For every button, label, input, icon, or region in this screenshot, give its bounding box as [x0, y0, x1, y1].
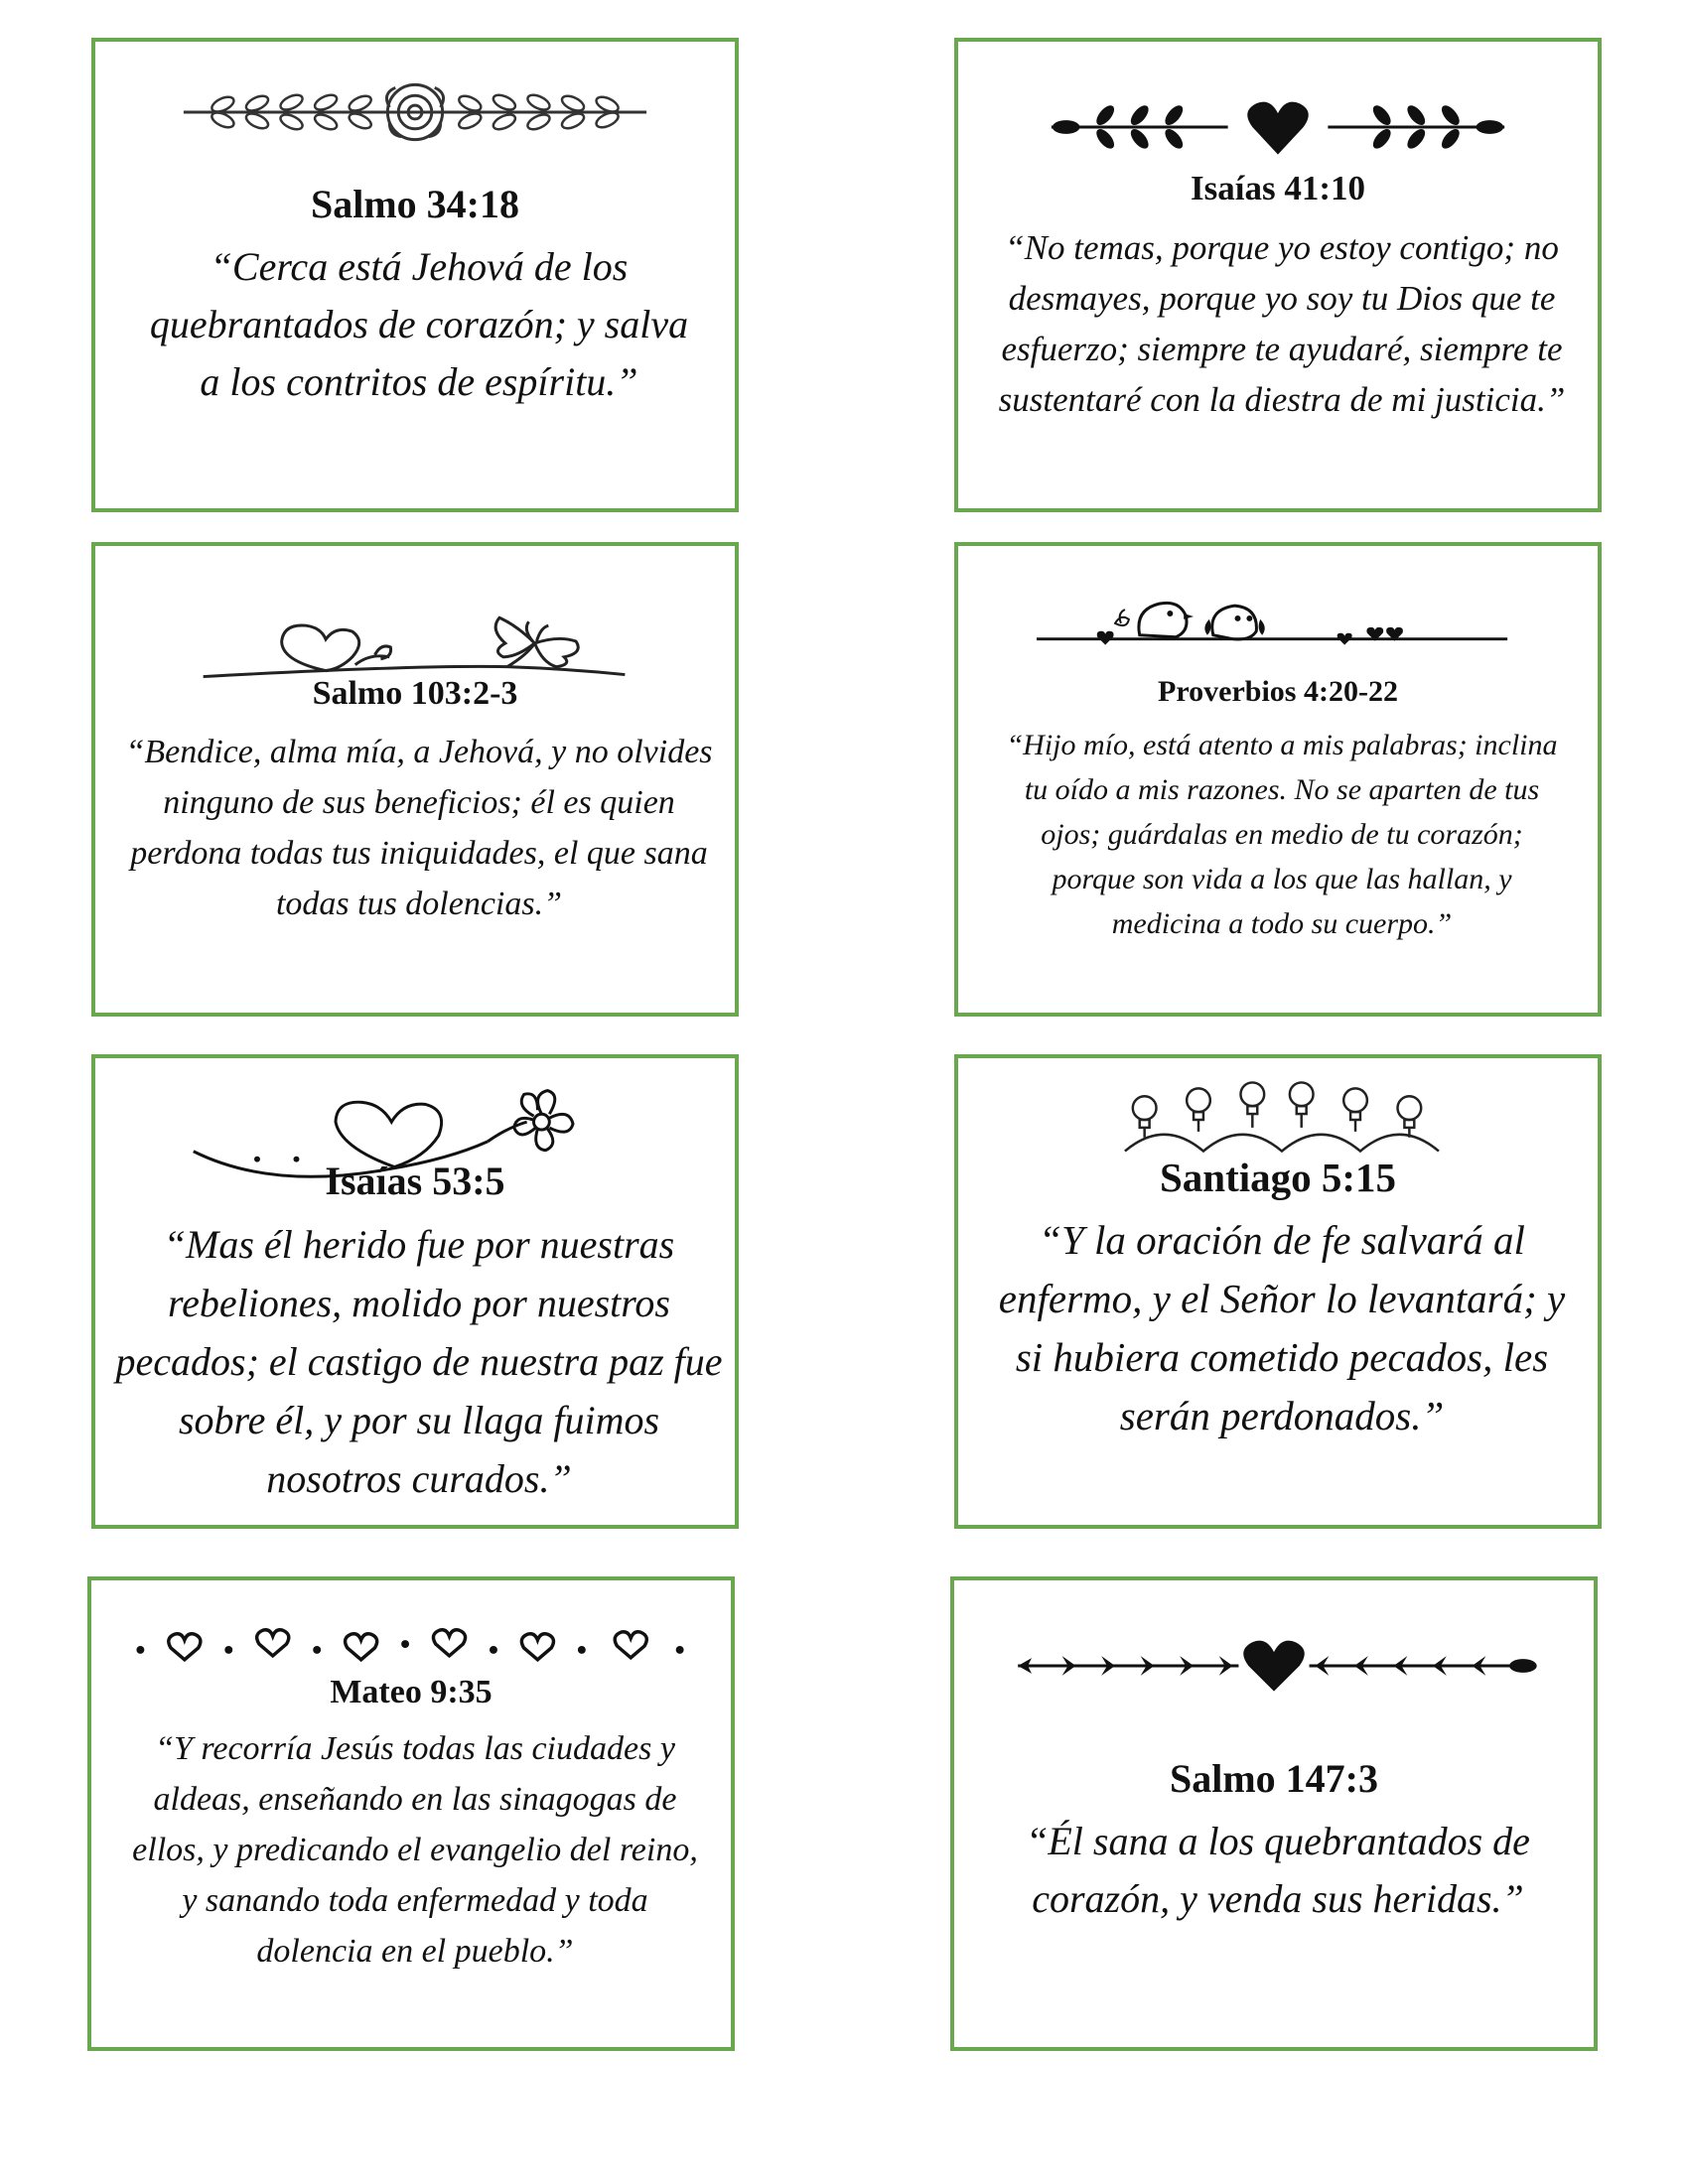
verse-text: “Hijo mío, está atento a mis palabras; inclina tu oído a mis razones. No se aparten de tus ojos; guárdalas en medio de tu corazón; porque son vida a los que las hallan, y medicina a todo su cuerpo.”	[1006, 729, 1558, 940]
verse-reference: Isaías 53:5	[325, 1159, 505, 1203]
verse-card	[91, 38, 739, 512]
verse-text: “Él sana a los quebrantados de corazón, y venda sus heridas.”	[1026, 1819, 1530, 1921]
verse-text: “Y la oración de fe salvará al enfermo, y el Señor lo levantará; y si hubiera cometido pecados, les serán perdonados.”	[998, 1217, 1566, 1438]
verse-card	[91, 542, 739, 1017]
heart-butterfly-ornament-icon	[95, 596, 735, 685]
verse-reference: Salmo 147:3	[1170, 1756, 1378, 1801]
dots-hearts-ornament-icon	[91, 1616, 731, 1676]
leaf-heart-ornament-icon	[958, 91, 1598, 161]
verse-text: “Cerca está Jehová de los quebrantados de corazón; y salva a los contritos de espíritu.”	[149, 244, 689, 404]
rose-vine-ornament-icon	[95, 68, 735, 157]
verse-text: “Y recorría Jesús todas las ciudades y aldeas, enseñando en las sinagogas de ellos, y predicando el evangelio del reino, y sanando toda enfermedad y toda dolencia en el pueblo.”	[132, 1730, 698, 1970]
verse-card	[87, 1576, 735, 2051]
lightbulbs-garland-ornament-icon	[958, 1078, 1598, 1158]
verse-text: “Bendice, alma mía, a Jehová, y no olvides ninguno de sus beneficios; él es quien perdona todas tus iniquidades, el que sana todas tus dolencias.”	[125, 734, 713, 922]
arrows-heart-ornament-icon	[954, 1630, 1594, 1700]
verse-card	[91, 1054, 739, 1529]
verse-reference: Salmo 34:18	[311, 182, 519, 226]
verse-card	[950, 1576, 1598, 2051]
verse-reference: Mateo 9:35	[330, 1674, 492, 1710]
verse-reference: Santiago 5:15	[1159, 1155, 1397, 1200]
verse-text: “Mas él herido fue por nuestras rebeliones, molido por nuestros pecados; el castigo de nuestra paz fue sobre él, y por su llaga fuimos nosotros curados.”	[115, 1222, 723, 1501]
birds-on-wire-ornament-icon	[958, 574, 1598, 653]
verse-card	[954, 542, 1602, 1017]
verse-reference: Isaías 41:10	[1191, 169, 1365, 207]
verse-card	[954, 38, 1602, 512]
verse-text: “No temas, porque yo estoy contigo; no desmayes, porque yo soy tu Dios que te esfuerzo; siempre te ayudaré, siempre te sustentaré con la diestra de mi justicia.”	[998, 228, 1566, 419]
verse-reference: Salmo 103:2-3	[312, 675, 518, 712]
verse-card	[954, 1054, 1602, 1529]
verse-reference: Proverbios 4:20-22	[1158, 675, 1398, 708]
